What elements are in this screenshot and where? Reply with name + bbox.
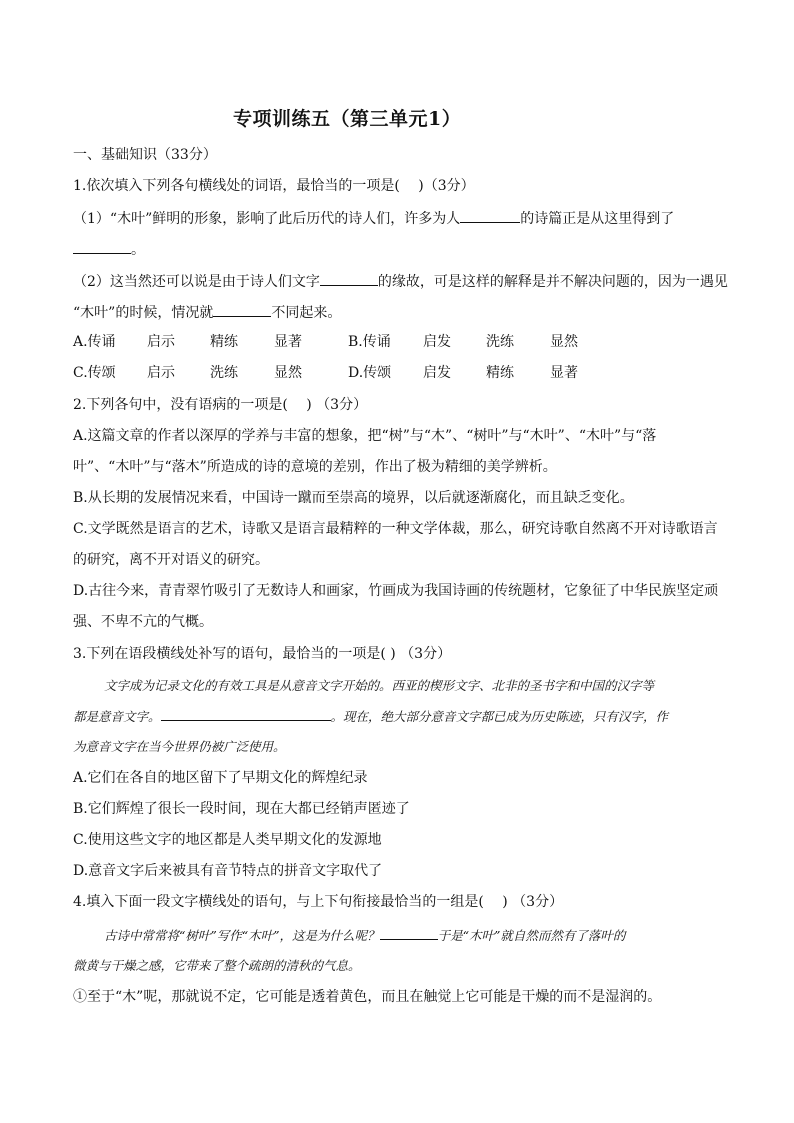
q1-s2-text-c: “木叶”的时候，情况就	[73, 305, 214, 321]
q3-passage-line2	[73, 706, 668, 727]
q4-passage-line2: 微黄与干燥之感，它带来了整个疏朗的清秋的气息。	[73, 958, 361, 973]
q3-passage-line3: 为意音文字在当今世界仍被广泛使用。	[73, 739, 286, 754]
q1-sentence2-line2	[73, 302, 341, 323]
q1-option-b-word3: 洗练	[486, 334, 514, 350]
q3-stem: 3.下列在语段横线处补写的语句，最恰当的一项是( ) （3分）	[73, 646, 452, 662]
q1-option-c-word4: 显然	[274, 365, 302, 381]
q1-s1-text-a: （1）“木叶”鲜明的形象，影响了此后历代的诗人们，许多为人	[73, 211, 461, 227]
q1-s2-text-d: 不同起来。	[271, 305, 342, 321]
q1-option-a-word1: A.传诵	[73, 334, 116, 350]
answer-blank	[213, 302, 271, 317]
q2-option-a-line1: A.这篇文章的作者以深厚的学养与丰富的想象，把“树”与“木”、“树叶”与“木叶”、“木叶”与“落	[73, 428, 657, 444]
q1-option-a-word3: 精练	[210, 334, 238, 350]
q4-passage-line1	[104, 925, 625, 946]
q4-stem: 4.填入下面一段文字横线处的语句，与上下句衔接最恰当的一组是( ) （3分）	[73, 894, 564, 910]
q2-stem: 2.下列各句中，没有语病的一项是( ) （3分）	[73, 397, 368, 413]
q3-option-b: B.它们辉煌了很长一段时间，现在大都已经销声匿迹了	[73, 801, 410, 817]
q1-s2-text-a: （2）这当然还可以说是由于诗人们文字	[73, 274, 320, 290]
q4-passage-text-b: 于是“木叶”就自然而然有了落叶的	[437, 928, 626, 943]
q1-s1-text-b: 的诗篇正是从这里得到了	[520, 211, 675, 227]
answer-blank	[73, 239, 131, 254]
q1-option-b-word2: 启发	[423, 334, 451, 350]
q2-option-d-line2: 强、不卑不亢的气概。	[73, 614, 213, 630]
q4-item-1: ①至于“木”呢，那就说不定，它可能是透着黄色，而且在触觉上它可能是干燥的而不是湿润的。	[73, 989, 662, 1005]
answer-blank	[380, 925, 438, 940]
section-heading: 一、基础知识（33分）	[73, 147, 217, 163]
q1-option-b-word1: B.传诵	[348, 334, 391, 350]
page-title: 专项训练五（第三单元1）	[233, 108, 462, 130]
q1-sentence1-line1	[73, 208, 674, 229]
q3-option-a: A.它们在各自的地区留下了早期文化的辉煌纪录	[73, 770, 368, 786]
q2-option-c-line2: 的研究，离不开对语义的研究。	[73, 552, 269, 568]
q3-passage-line1: 文字成为记录文化的有效工具是从意音文字开始的。西亚的楔形文字、北非的圣书字和中国的汉字等	[104, 678, 655, 693]
q2-option-d-line1: D.古往今来，青青翠竹吸引了无数诗人和画家，竹画成为我国诗画的传统题材，它象征了中华民族坚定顽	[73, 583, 719, 599]
q1-option-d-word2: 启发	[423, 365, 451, 381]
q1-stem: 1.依次填入下列各句横线处的词语，最恰当的一项是( )（3分）	[73, 178, 475, 194]
q1-option-d-word1: D.传颂	[348, 365, 392, 381]
q1-option-b-word4: 显然	[550, 334, 578, 350]
q3-passage-text-a: 都是意音文字。	[73, 709, 161, 724]
answer-blank	[460, 208, 520, 223]
q1-s2-text-b: 的缘故，可是这样的解释是并不解决问题的，因为一遇见	[377, 274, 728, 290]
q3-option-d: D.意音文字后来被具有音节特点的拼音文字取代了	[73, 863, 383, 879]
q2-option-c-line1: C.文学既然是语言的艺术，诗歌又是语言最精粹的一种文学体裁，那么，研究诗歌自然离不开对诗歌语言	[73, 521, 718, 537]
q1-option-d-word3: 精练	[486, 365, 514, 381]
q1-option-d-word4: 显著	[550, 365, 578, 381]
q2-option-a-line2: 叶”、“木叶”与“落木”所造成的诗的意境的差别，作出了极为精细的美学辨析。	[73, 459, 557, 475]
q3-option-c: C.使用这些文字的地区都是人类早期文化的发源地	[73, 832, 382, 848]
q1-sentence1-line2	[73, 239, 145, 260]
q1-sentence2-line1	[73, 271, 728, 292]
q1-option-c-word1: C.传颂	[73, 365, 116, 381]
answer-blank	[161, 706, 331, 721]
q1-option-a-word4: 显著	[274, 334, 302, 350]
answer-blank	[320, 271, 378, 286]
q1-option-c-word3: 洗练	[210, 365, 238, 381]
q1-option-c-word2: 启示	[147, 365, 175, 381]
q1-s1-text-c: 。	[131, 242, 145, 258]
q3-passage-text-b: 。现在，绝大部分意音文字都已成为历史陈迹，只有汉字，作	[330, 709, 669, 724]
q2-option-b: B.从长期的发展情况来看，中国诗一蹴而至崇高的境界，以后就逐渐腐化，而且缺乏变化。	[73, 490, 634, 506]
q1-option-a-word2: 启示	[147, 334, 175, 350]
q4-passage-text-a: 古诗中常常将“树叶”写作“木叶”，这是为什么呢？	[104, 928, 380, 943]
